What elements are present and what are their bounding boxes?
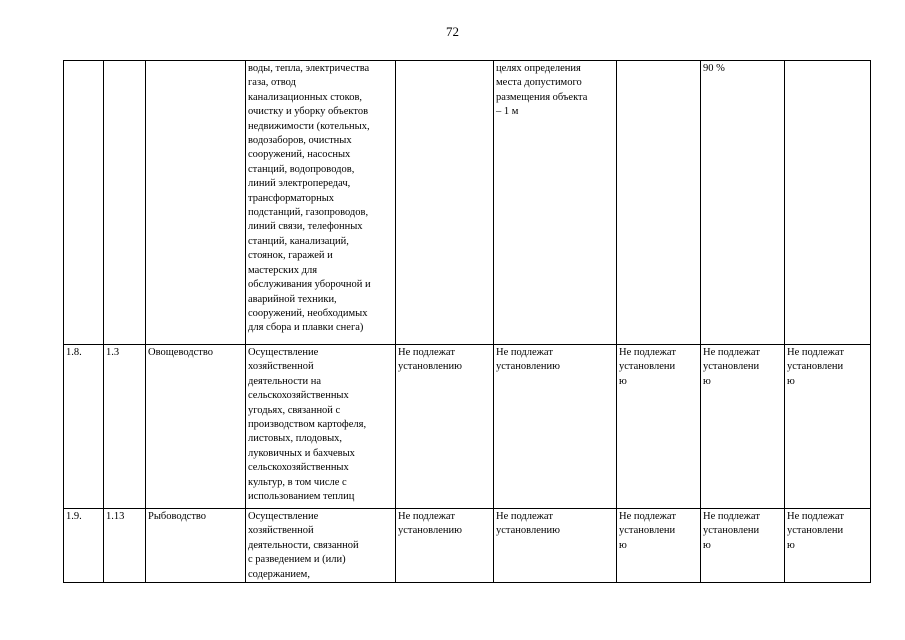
cell-text-line: 90 % bbox=[703, 63, 725, 74]
cell-text-line: Не подлежат bbox=[787, 511, 844, 522]
cell-text-line: Не подлежат bbox=[398, 511, 455, 522]
cell-text-line: Не подлежат bbox=[619, 347, 676, 358]
cell-text-line: подстанций, газопроводов, bbox=[248, 207, 369, 219]
description-cell bbox=[246, 345, 396, 509]
cell-text: Овощеводство bbox=[148, 347, 214, 358]
code-cell bbox=[104, 61, 146, 345]
table-row bbox=[64, 345, 871, 509]
cell-text: 1.9. bbox=[66, 511, 82, 522]
cell-text-line: сооружений, необходимых bbox=[248, 307, 368, 319]
parameter-cell-5 bbox=[396, 61, 494, 345]
cell-text-line: сооружений, насосных bbox=[248, 149, 351, 161]
cell-text-line: Осуществление bbox=[248, 511, 319, 522]
cell-text-line: установлени bbox=[787, 361, 844, 373]
parameter-cell-9 bbox=[785, 61, 871, 345]
cell-text-line: ю bbox=[787, 375, 795, 387]
cell-text-line: производством картофеля, bbox=[248, 419, 367, 431]
parameter-cell-8 bbox=[701, 345, 785, 509]
parameter-cell-7 bbox=[617, 61, 701, 345]
code-cell bbox=[104, 345, 146, 509]
cell-text-line: Не подлежат bbox=[703, 511, 760, 522]
table-row bbox=[64, 61, 871, 345]
parameter-cell-7 bbox=[617, 509, 701, 583]
cell-text-line: водозаборов, очистных bbox=[248, 135, 352, 147]
cell-text-line: установлению bbox=[496, 525, 560, 537]
row-number-cell bbox=[64, 61, 104, 345]
cell-text-line: Не подлежат bbox=[496, 347, 553, 358]
cell-text-line: установлению bbox=[398, 525, 462, 537]
page-number: 72 bbox=[446, 24, 459, 39]
regulations-table bbox=[63, 60, 871, 583]
cell-text-line: мастерских для bbox=[248, 264, 318, 276]
cell-text-line: установлени bbox=[703, 361, 760, 373]
cell-text-line: стоянок, гаражей и bbox=[248, 250, 333, 262]
cell-text-line: использованием теплиц bbox=[248, 491, 355, 503]
use-name-cell bbox=[146, 509, 246, 583]
cell-text-line: воды, тепла, электричества bbox=[248, 63, 370, 74]
cell-text-line: трансформаторных bbox=[248, 192, 335, 204]
cell-text-line: установлению bbox=[496, 361, 560, 373]
cell-text-line: Не подлежат bbox=[619, 511, 676, 522]
cell-text-line: ю bbox=[703, 539, 711, 551]
cell-text: 1.13 bbox=[106, 511, 125, 522]
cell-text-line: установлени bbox=[619, 361, 676, 373]
use-name-cell bbox=[146, 61, 246, 345]
description-cell bbox=[246, 61, 396, 345]
parameter-cell-5 bbox=[396, 509, 494, 583]
parameter-cell-7 bbox=[617, 345, 701, 509]
cell-text-line: целях определения bbox=[496, 63, 581, 74]
cell-text-line: луковичных и бахчевых bbox=[248, 447, 355, 459]
parameter-cell-9 bbox=[785, 345, 871, 509]
table-row bbox=[64, 509, 871, 583]
cell-text-line: газа, отвод bbox=[248, 77, 296, 89]
cell-text-line: ю bbox=[703, 375, 711, 387]
parameter-cell-6 bbox=[494, 345, 617, 509]
cell-text-line: линий связи, телефонных bbox=[248, 221, 363, 233]
cell-text-line: с разведением и (или) bbox=[248, 554, 346, 566]
parameter-cell-6 bbox=[494, 61, 617, 345]
cell-text-line: ю bbox=[619, 539, 627, 551]
cell-text-line: Не подлежат bbox=[496, 511, 553, 522]
parameter-cell-9 bbox=[785, 509, 871, 583]
parameter-cell-5 bbox=[396, 345, 494, 509]
row-number-cell bbox=[64, 509, 104, 583]
cell-text-line: Осуществление bbox=[248, 347, 319, 358]
cell-text-line: – 1 м bbox=[496, 106, 519, 118]
cell-text-line: деятельности, связанной bbox=[248, 539, 359, 551]
row-number-cell bbox=[64, 345, 104, 509]
parameter-cell-6 bbox=[494, 509, 617, 583]
cell-text-line: Не подлежат bbox=[398, 347, 455, 358]
cell-text-line: для сбора и плавки снега) bbox=[248, 322, 364, 334]
cell-text: 1.8. bbox=[66, 347, 82, 358]
cell-text-line: листовых, плодовых, bbox=[248, 433, 343, 445]
cell-text-line: аварийной техники, bbox=[248, 293, 337, 305]
cell-text-line: станций, водопроводов, bbox=[248, 163, 355, 175]
cell-text-line: культур, в том числе с bbox=[248, 476, 347, 488]
cell-text-line: угодьях, связанной с bbox=[248, 404, 341, 416]
cell-text-line: деятельности на bbox=[248, 375, 322, 387]
cell-text-line: хозяйственной bbox=[248, 361, 314, 373]
cell-text-line: ю bbox=[619, 375, 627, 387]
description-cell bbox=[246, 509, 396, 583]
parameter-cell-8 bbox=[701, 509, 785, 583]
cell-text-line: места допустимого bbox=[496, 77, 582, 89]
use-name-cell bbox=[146, 345, 246, 509]
cell-text-line: содержанием, bbox=[248, 568, 310, 580]
cell-text: 1.3 bbox=[106, 347, 120, 358]
cell-text-line: Не подлежат bbox=[703, 347, 760, 358]
cell-text-line: установлени bbox=[619, 525, 676, 537]
cell-text-line: хозяйственной bbox=[248, 525, 314, 537]
cell-text-line: установлени bbox=[703, 525, 760, 537]
cell-text-line: установлени bbox=[787, 525, 844, 537]
cell-text-line: линий электропередач, bbox=[248, 178, 351, 190]
cell-text-line: станций, канализаций, bbox=[248, 235, 349, 247]
cell-text-line: установлению bbox=[398, 361, 462, 373]
cell-text-line: размещения объекта bbox=[496, 91, 588, 103]
parameter-cell-8 bbox=[701, 61, 785, 345]
cell-text-line: сельскохозяйственных bbox=[248, 390, 349, 402]
cell-text-line: недвижимости (котельных, bbox=[248, 120, 370, 132]
cell-text: Рыбоводство bbox=[148, 511, 207, 522]
cell-text-line: обслуживания уборочной и bbox=[248, 279, 371, 291]
cell-text-line: Не подлежат bbox=[787, 347, 844, 358]
cell-text-line: сельскохозяйственных bbox=[248, 462, 349, 474]
cell-text-line: канализационных стоков, bbox=[248, 91, 363, 103]
code-cell bbox=[104, 509, 146, 583]
cell-text-line: очистку и уборку объектов bbox=[248, 106, 369, 118]
cell-text-line: ю bbox=[787, 539, 795, 551]
